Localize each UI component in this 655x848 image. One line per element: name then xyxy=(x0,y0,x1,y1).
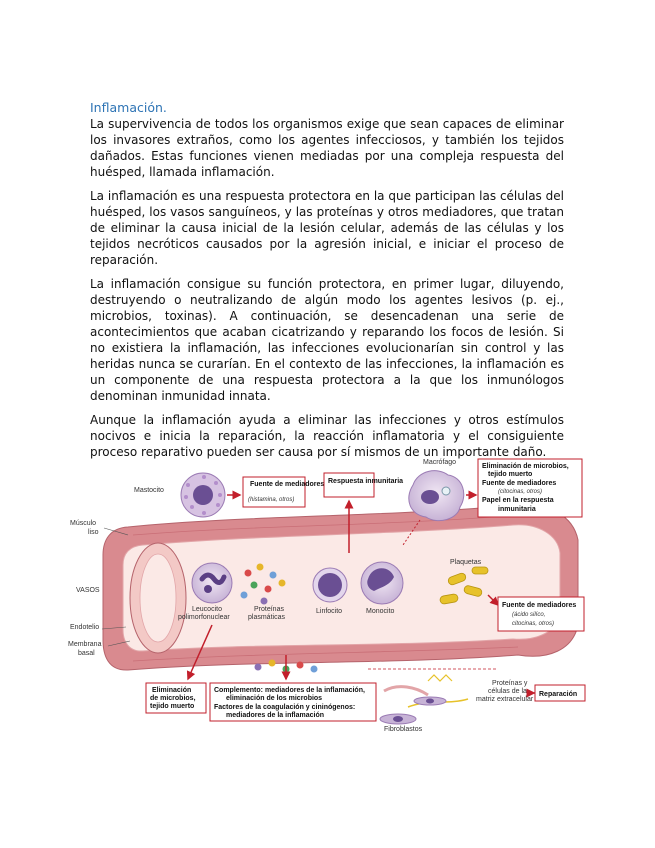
document-page xyxy=(90,100,564,468)
macrofago-box-l6: inmunitaria xyxy=(498,506,536,513)
paragraph-3: La inflamación consigue su función protectora, en primer lugar, diluyendo, destruyendo o neutralizando de algún modo los agentes lesivos (p. ej., microbios, toxinas). A continuación, se desencadenan una serie de acontecimientos que acaban cicatrizando y reparando los focos de lesión. Si no existiera la inflamación, las infecciones evolucionarían sin control y las heridas nunca se curarían. En el contexto de las infecciones, la inflamación es un componente de una respuesta protectora a la que los inmunólogos denominan inmunidad innata. xyxy=(90,277,564,403)
fuente-mediadores-1-sub: (histamina, otros) xyxy=(248,497,295,503)
mastocito-label: Mastocito xyxy=(134,487,164,494)
complemento-l2: eliminación de los microbios xyxy=(226,695,323,702)
musculo-liso-label-2: liso xyxy=(88,529,99,536)
inflammation-diagram xyxy=(68,455,586,733)
membrana-label-1: Membrana xyxy=(68,641,102,648)
inflammation-figure xyxy=(68,455,586,733)
paragraph-2: La inflamación es una respuesta protectora en la que participan las células del huésped, los vasos sanguíneos, y las proteínas y otros mediadores, que tratan de eliminar la causa inicial de la lesión celular, además de las células y los tejidos necróticos causados por la agresión inicial, e iniciar el proceso de reparación. xyxy=(90,189,564,267)
proteinas-matriz-label-1: Proteínas y xyxy=(492,680,528,687)
leucocito-cell xyxy=(192,563,232,603)
eliminacion-label-3: tejido muerto xyxy=(150,703,195,710)
musculo-liso-label-1: Músculo xyxy=(70,520,97,527)
complemento-l4: mediadores de la inflamación xyxy=(226,712,325,719)
macrofago-cell xyxy=(409,471,464,521)
section-title: Inflamación. xyxy=(90,100,167,115)
proteinas-label-2: plasmáticas xyxy=(248,614,285,621)
macrofago-box-l5: Papel en la respuesta xyxy=(482,497,554,504)
respuesta-inmunitaria-label: Respuesta inmunitaria xyxy=(328,478,404,485)
paragraph-4: Aunque la inflamación ayuda a eliminar las infecciones y otros estímulos nocivos e inicia la reparación, la reacción inflamatoria y el consiguiente proceso reparativo pueden ser causa por sí mismos de un importante daño. xyxy=(90,413,564,459)
eliminacion-label-2: de microbios, xyxy=(150,695,196,702)
membrana-label-2: basal xyxy=(78,650,95,657)
proteinas-matriz-label-2: células de la xyxy=(488,688,527,695)
fuente-mediadores-1-label: Fuente de mediadores xyxy=(250,481,325,488)
fibroblastos-label: Fibroblastos xyxy=(384,726,423,733)
leucocito-label-1: Leucocito xyxy=(192,606,222,613)
macrofago-box-l1: Eliminación de microbios, xyxy=(482,463,569,470)
proteinas-label-1: Proteínas xyxy=(254,606,284,613)
fuente-mediadores-2-sub2: citocinas, otros) xyxy=(512,621,555,627)
monocito-label: Monocito xyxy=(366,608,395,615)
linfocito-label: Linfocito xyxy=(316,608,343,615)
linfocito-cell xyxy=(313,568,347,602)
proteinas-matriz-label-3: matriz extracelular xyxy=(476,696,534,703)
complemento-l1: Complemento: mediadores de la inflamación, xyxy=(214,687,365,694)
fuente-mediadores-2-sub1: (ácido silíco, xyxy=(512,612,546,618)
complemento-l3: Factores de la coagulación y cininógenos: xyxy=(214,704,356,711)
fuente-mediadores-2-label: Fuente de mediadores xyxy=(502,602,577,609)
macrofago-box-l2: tejido muerto xyxy=(488,471,533,478)
macrofago-label: Macrófago xyxy=(423,459,457,466)
eliminacion-label-1: Eliminación xyxy=(152,687,192,694)
macrofago-box-l3: Fuente de mediadores xyxy=(482,480,557,487)
paragraph-1: La supervivencia de todos los organismos exige que sean capaces de eliminar los invasores extraños, como los agentes infecciosos, y también los tejidos dañados. Estas funciones vienen mediadas por una compleja respuesta del huésped, llamada inflamación. xyxy=(90,117,564,179)
monocito-cell xyxy=(361,562,403,604)
macrofago-box-l4: (citocinas, otros) xyxy=(498,489,543,495)
vasos-label: VASOS xyxy=(76,587,100,594)
plaquetas-label: Plaquetas xyxy=(450,559,482,566)
leucocito-label-2: polimorfonuclear xyxy=(178,614,230,621)
reparacion-label: Reparación xyxy=(539,691,578,698)
mastocito-cell xyxy=(181,473,225,517)
endotelio-label: Endotelio xyxy=(70,624,100,631)
